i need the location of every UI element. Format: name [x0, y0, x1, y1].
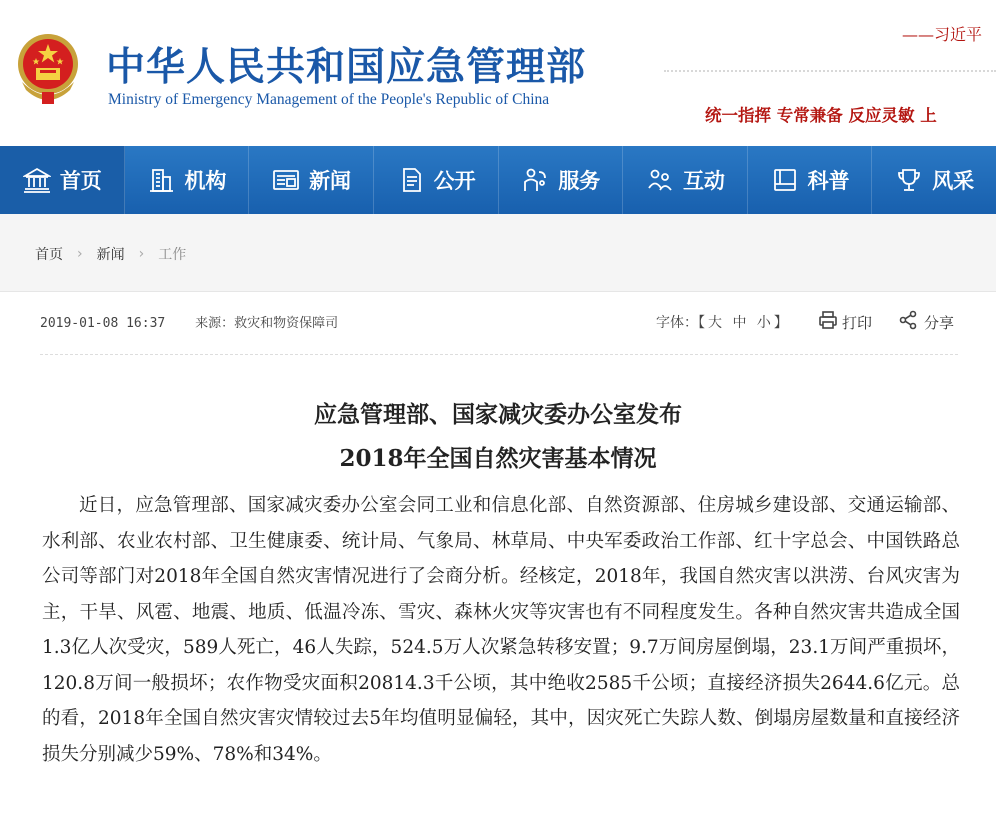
- nav-item-label: 互动: [682, 169, 725, 193]
- nav-item-science[interactable]: [748, 146, 873, 214]
- nav-item-organization[interactable]: [125, 146, 250, 214]
- print-label: 打印: [842, 313, 873, 332]
- share-button[interactable]: [898, 310, 954, 334]
- nav-item-label: 首页: [59, 169, 102, 193]
- article-source: 来源：救灾和物资保障司: [195, 316, 339, 331]
- office-building-icon: [146, 165, 176, 195]
- print-button[interactable]: [818, 310, 872, 334]
- font-size-controls: [656, 312, 788, 332]
- font-size-large-button[interactable]: 大: [708, 315, 722, 331]
- printer-icon: [818, 310, 838, 334]
- nav-item-public[interactable]: [374, 146, 499, 214]
- article-meta: [40, 312, 338, 331]
- site-title-en[interactable]: Ministry of Emergency Management of the People's Republic of China: [108, 91, 550, 108]
- interaction-people-icon: [645, 165, 675, 195]
- font-size-label: 字体：【: [656, 315, 705, 331]
- article-title-line2: 2018年全国自然灾害基本情况: [339, 445, 657, 472]
- nav-item-style[interactable]: [872, 146, 996, 214]
- publish-date: 2019-01-08 16:37: [40, 316, 166, 331]
- nav-item-label: 科普: [807, 169, 850, 193]
- breadcrumb-news[interactable]: 新闻: [96, 247, 125, 263]
- nav-item-label: 新闻: [309, 169, 352, 193]
- main-nav: [0, 146, 996, 214]
- quote-author: ——习近平: [901, 25, 982, 44]
- font-size-small-button[interactable]: 小: [756, 315, 771, 331]
- nav-item-interaction[interactable]: [623, 146, 748, 214]
- service-person-icon: [520, 165, 550, 195]
- nav-item-label: 机构: [184, 169, 227, 193]
- breadcrumb: [35, 244, 186, 264]
- breadcrumb-home[interactable]: 首页: [35, 247, 63, 263]
- font-size-close: 】: [773, 315, 788, 331]
- chevron-right-icon: ›: [138, 246, 145, 262]
- site-title-cn[interactable]: 中华人民共和国应急管理部: [106, 45, 587, 90]
- article-title-line1: 应急管理部、国家减灾委办公室发布: [314, 401, 682, 428]
- nav-item-service[interactable]: [499, 146, 624, 214]
- nav-item-label: 公开: [433, 169, 476, 193]
- breadcrumb-bar: [0, 214, 996, 292]
- chevron-right-icon: ›: [77, 246, 83, 262]
- national-emblem-icon[interactable]: [16, 30, 80, 110]
- document-icon: [396, 165, 426, 195]
- nav-item-news[interactable]: [249, 146, 374, 214]
- nav-item-home[interactable]: [0, 146, 125, 214]
- decorative-divider: [664, 70, 996, 72]
- share-label: 分享: [924, 313, 955, 332]
- government-building-icon: [22, 165, 52, 195]
- breadcrumb-current[interactable]: 工作: [158, 247, 187, 263]
- site-header: [0, 0, 996, 146]
- slogan-marquee: 统一指挥 专常兼备 反应灵敏 上: [705, 106, 937, 125]
- font-size-medium-button[interactable]: 中: [732, 315, 747, 331]
- trophy-icon: [894, 165, 924, 195]
- book-icon: [770, 165, 800, 195]
- newspaper-icon: [271, 165, 301, 195]
- nav-item-label: 风采: [932, 169, 975, 193]
- article-body: 近日，应急管理部、国家减灾委办公室会同工业和信息化部、自然资源部、住房城乡建设部、交通运输部、水利部、农业农村部、卫生健康委、统计局、气象局、林草局、中央军委政治工作部、红十字总会、中国铁路总公司等部门对2018年全国自然灾害情况进行了会商分析。经核定，2018年，我国自然灾害以洪涝、台风灾害为主，干旱、风雹、地震、地质、低温冷冻、雪灾、森林火灾等灾害也有不同程度发生。各种自然灾害共造成全国1.3亿人次受灾，589人死亡，46人失踪，524.5万人次紧急转移安置；9.7万间房屋倒塌，23.1万间严重损坏，120.8万间一般损坏；农作物受灾面积20814.3千公顷，其中绝收2585千公顷；直接经济损失2644.6亿元。总的看，2018年全国自然灾害灾情较过去5年均值明显偏轻，其中，因灾死亡失踪人数、倒塌房屋数量和直接经济损失分别减少59%、78%和34%。: [42, 495, 960, 765]
- nav-item-label: 服务: [558, 169, 601, 193]
- meta-divider: [40, 354, 958, 355]
- share-icon: [898, 310, 918, 334]
